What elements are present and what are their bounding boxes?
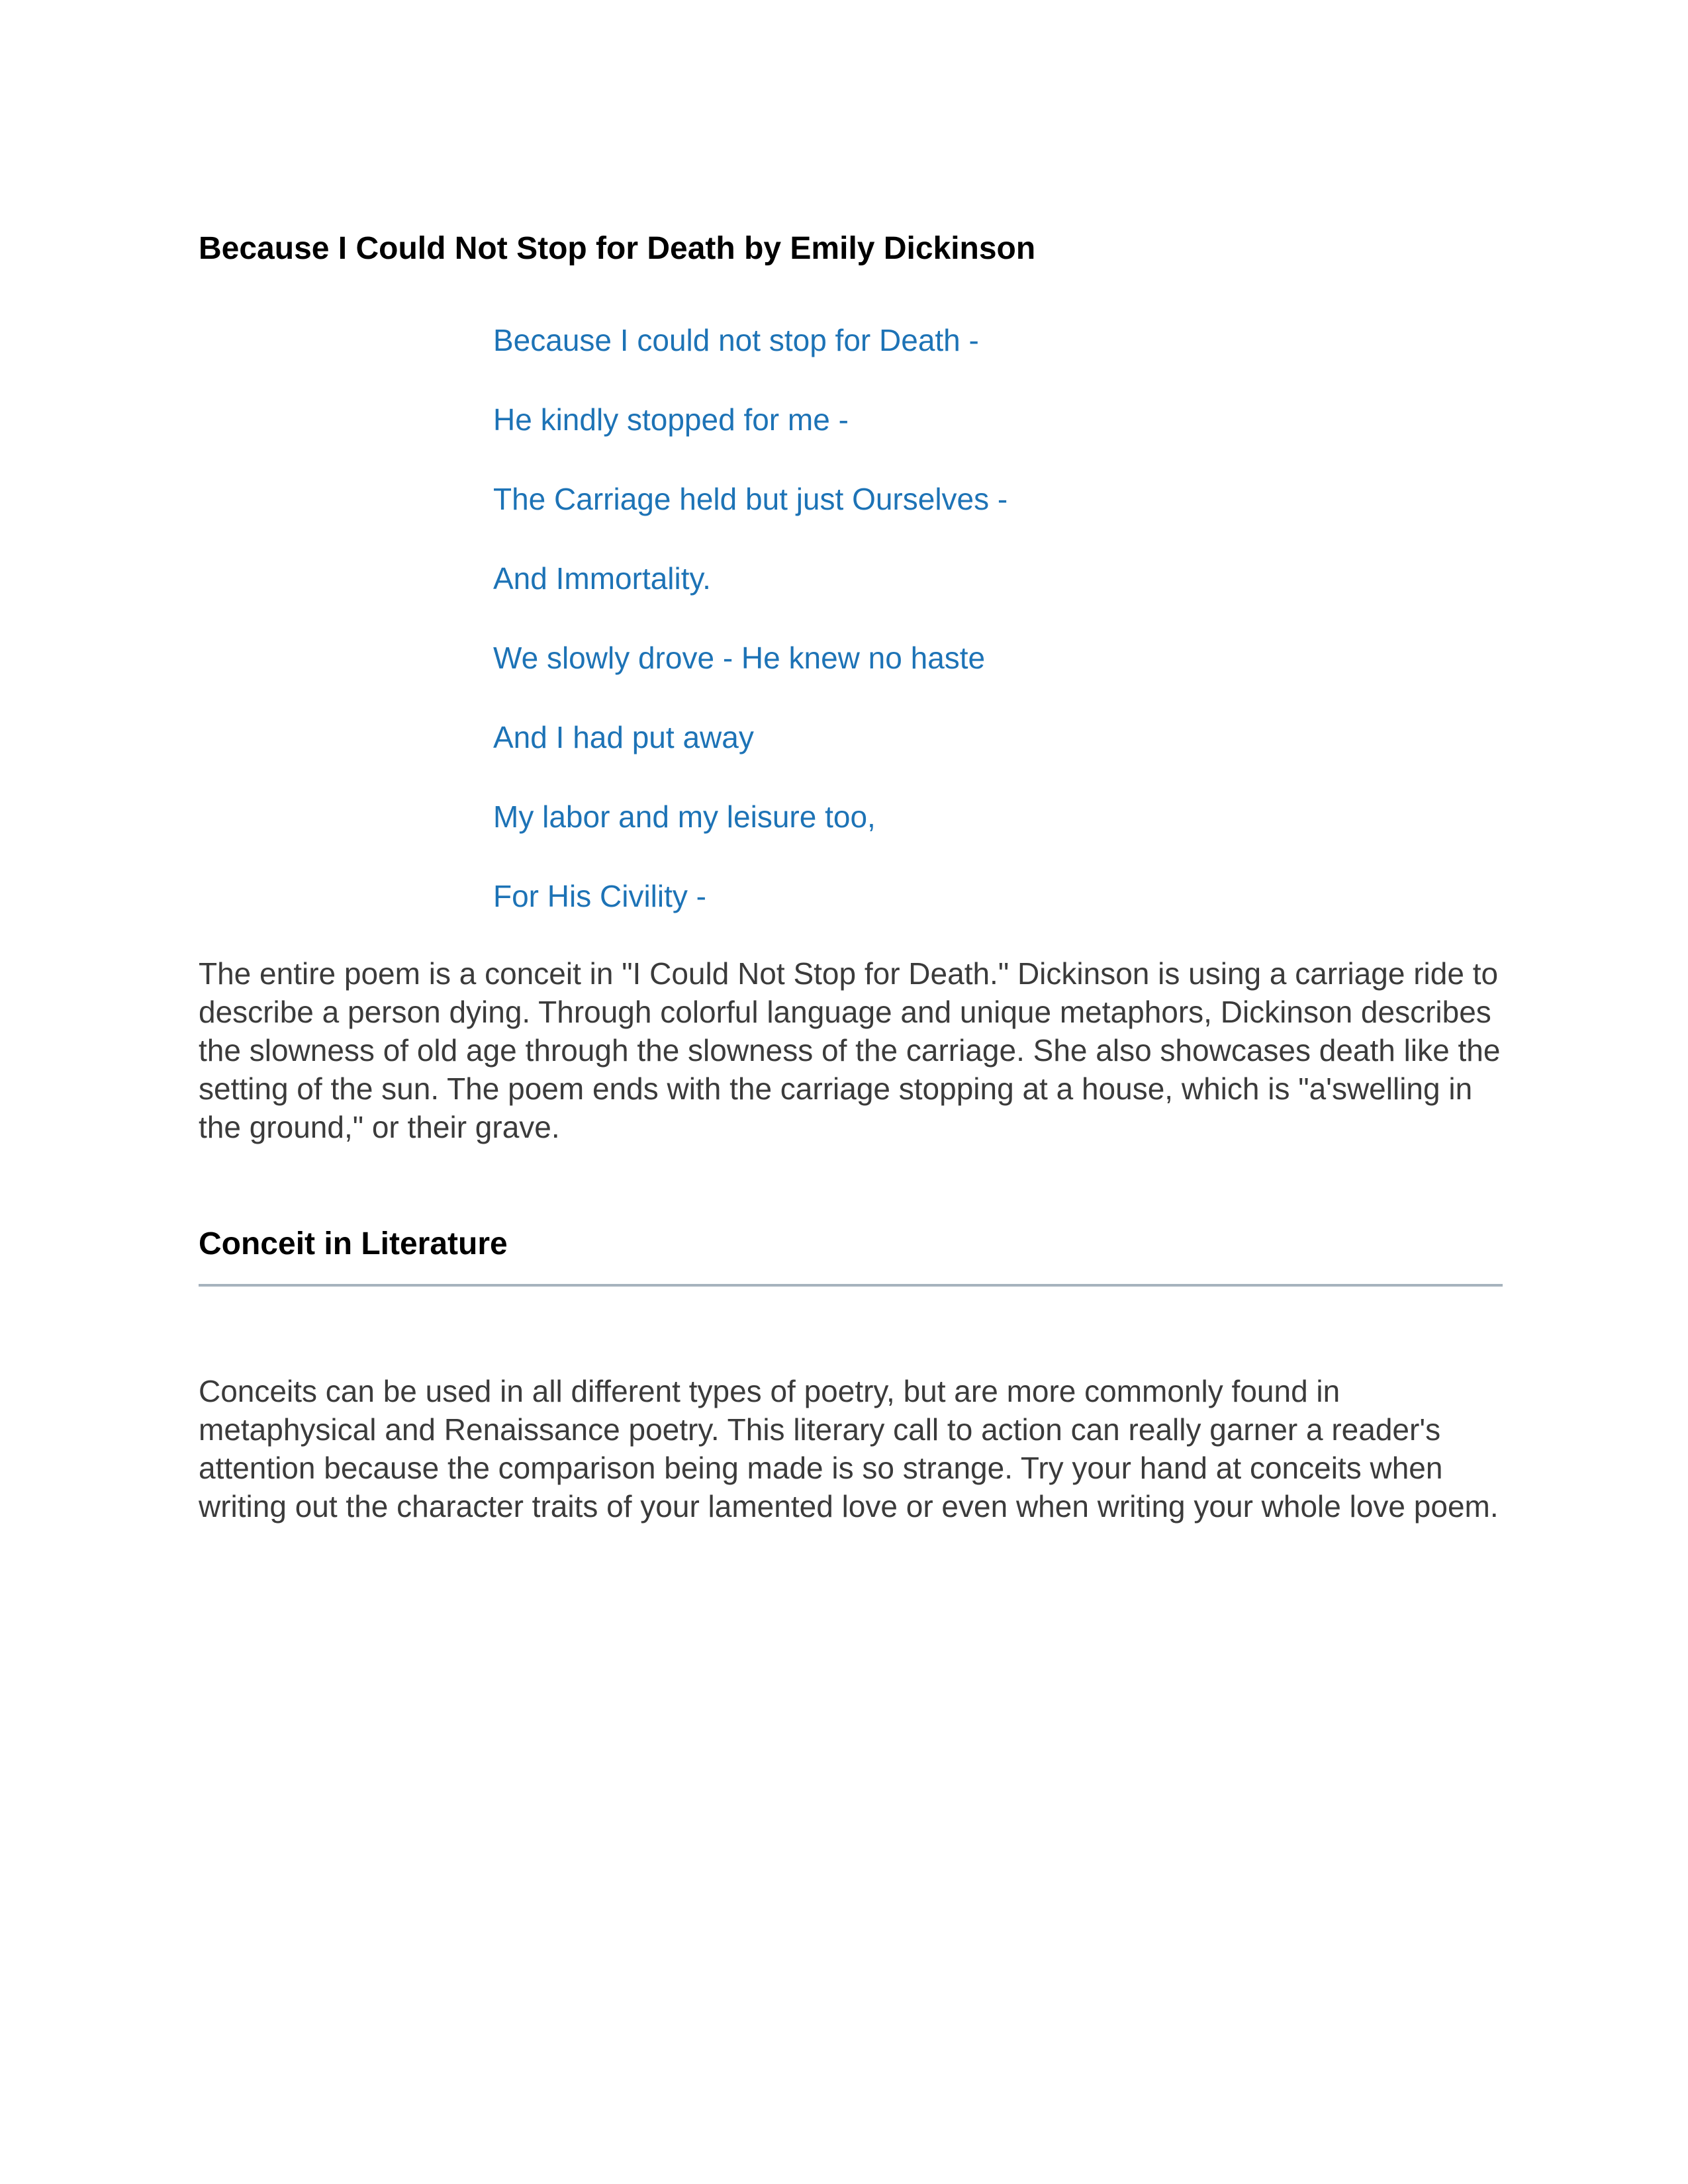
poem-line: We slowly drove - He knew no haste xyxy=(493,641,986,675)
poem-block xyxy=(493,300,1503,936)
section-paragraph: Conceits can be used in all different types of poetry, but are more commonly found in metaphysical and Renaissance poetry. This literary call to action can really garner a reader's attention because the comparison being made is so strange. Try your hand at conceits when writing out the character traits of your lamented love or even when writing your whole love poem. xyxy=(199,1374,1499,1524)
poem-analysis-paragraph: The entire poem is a conceit in "I Could Not Stop for Death." Dickinson is using a carriage ride to describe a person dying. Through colorful language and unique metaphors, Dickinson describes the slowness of old age through the slowness of the carriage. She also showcases death like the setting of the sun. The poem ends with the carriage stopping at a house, which is "a'swelling in the ground," or their grave. xyxy=(199,956,1501,1144)
poem-line: Because I could not stop for Death - xyxy=(493,323,979,357)
poem-line: And Immortality. xyxy=(493,561,711,596)
section-heading: Conceit in Literature xyxy=(199,1226,508,1261)
page-title: Because I Could Not Stop for Death by Emily Dickinson xyxy=(199,231,1036,266)
poem-line: He kindly stopped for me - xyxy=(493,402,849,437)
poem-line: The Carriage held but just Ourselves - xyxy=(493,482,1008,516)
poem-line: My labor and my leisure too, xyxy=(493,799,876,834)
poem-line: And I had put away xyxy=(493,720,754,754)
poem-line: For His Civility - xyxy=(493,879,706,913)
section-divider xyxy=(199,1284,1503,1287)
